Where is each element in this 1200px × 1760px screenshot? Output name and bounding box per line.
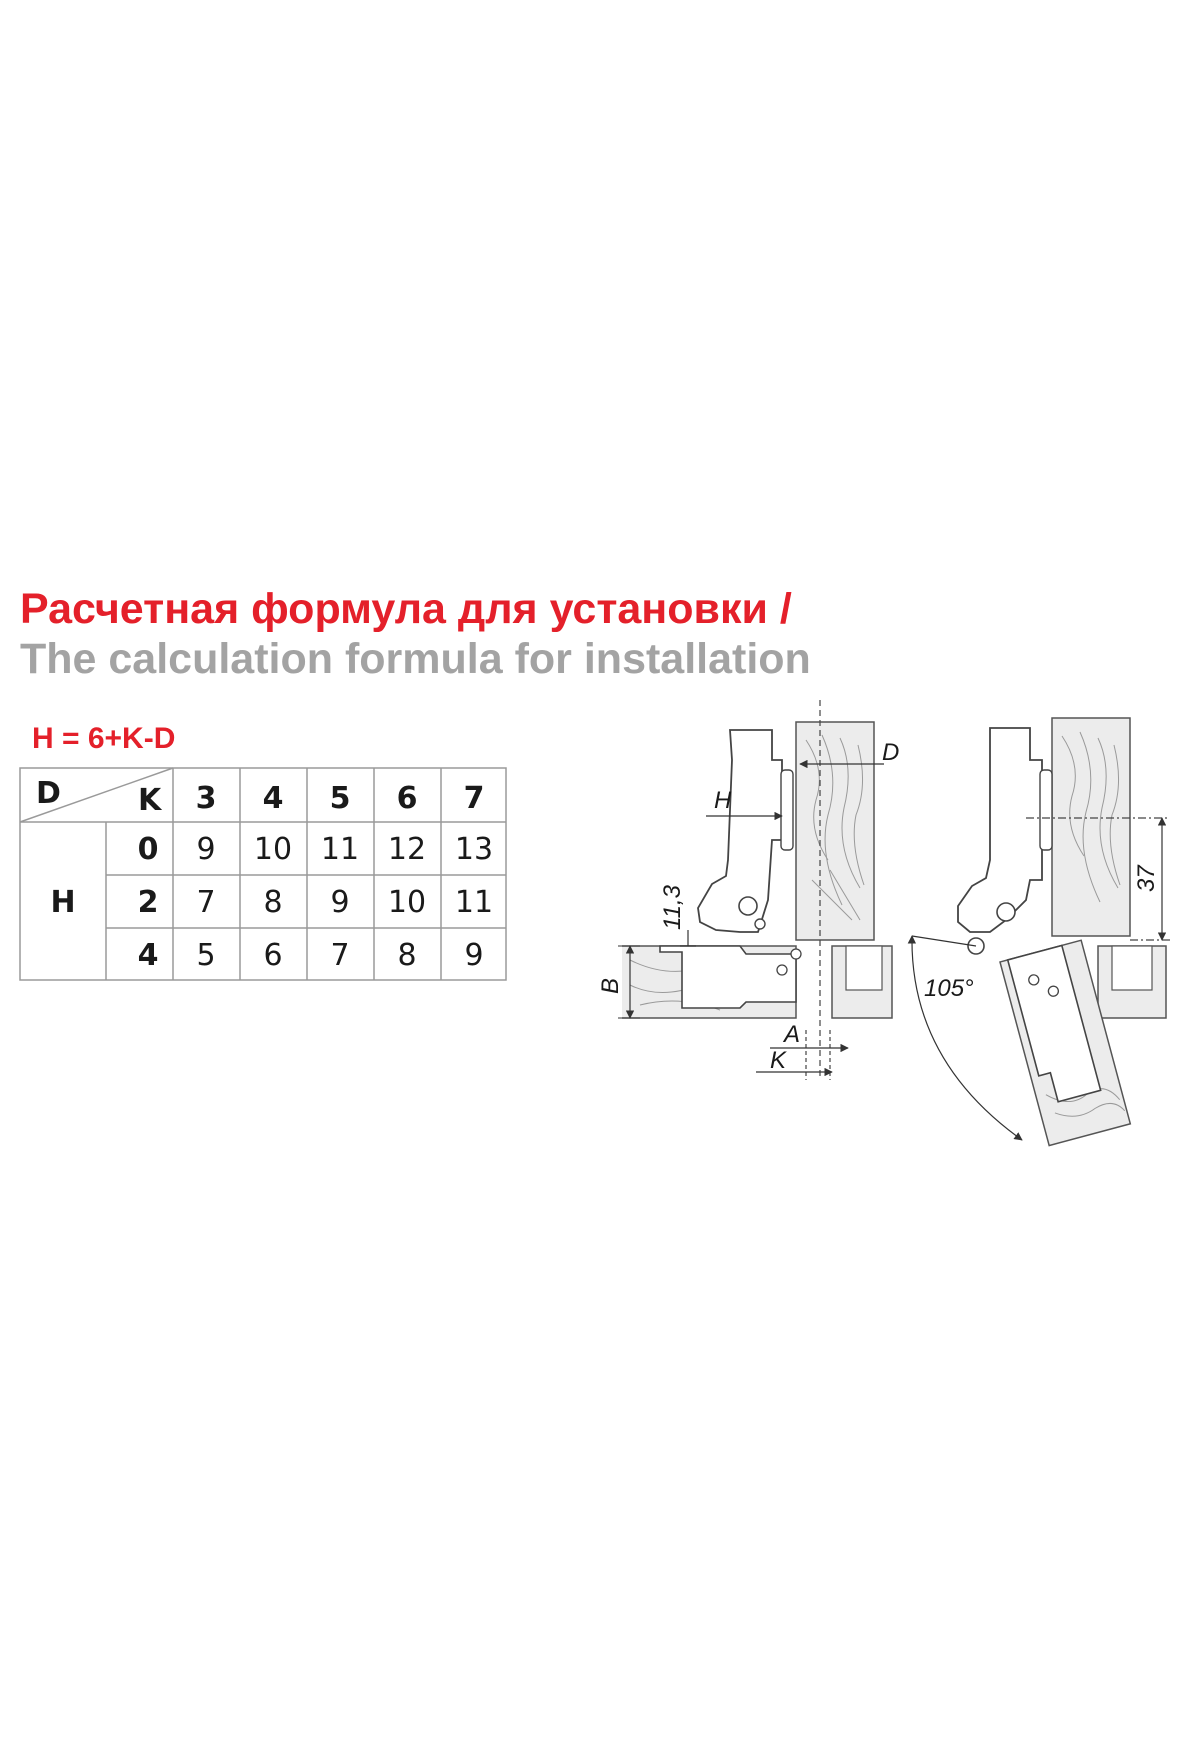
open-hinge-view (912, 718, 1170, 1146)
k-header: 6 (396, 781, 418, 816)
label-d: D (882, 739, 900, 766)
k-header: 5 (329, 781, 351, 816)
table-cell: 9 (330, 885, 350, 920)
closed-hinge-view (597, 700, 899, 1080)
table-corner-d: D (36, 776, 61, 811)
door-panel (1052, 718, 1130, 936)
table-cell: 9 (196, 832, 216, 867)
table-cell: 5 (196, 938, 216, 973)
title-russian: Расчетная формула для установки / (20, 585, 792, 633)
table-cell: 8 (397, 938, 417, 973)
k-header: 3 (195, 781, 217, 816)
table-cell: 7 (330, 938, 350, 973)
k-header: 7 (463, 781, 485, 816)
table-cell: 9 (464, 938, 484, 973)
formula: H = 6+K-D (32, 722, 176, 755)
d-value: 4 (137, 938, 159, 973)
table-corner-k: K (138, 783, 162, 818)
table-cell: 13 (454, 832, 494, 867)
table-cell: 7 (196, 885, 216, 920)
title-english: The calculation formula for installation (20, 635, 811, 683)
label-k: K (770, 1047, 787, 1074)
hinge-arm (958, 728, 1042, 932)
k-header: 4 (262, 781, 284, 816)
table-cell: 8 (263, 885, 283, 920)
label-a: A (784, 1021, 801, 1048)
label-angle: 105° (924, 975, 974, 1002)
door-panel (796, 722, 874, 940)
label-depth: 37 (1133, 865, 1160, 892)
d-value: 2 (137, 885, 159, 920)
table-cell: 10 (387, 885, 427, 920)
table-cell: 10 (253, 832, 293, 867)
label-b: B (597, 977, 624, 994)
row-header-h: H (50, 885, 76, 920)
table-cell: 11 (454, 885, 494, 920)
label-height: 11,3 (659, 885, 686, 930)
table-cell: 11 (320, 832, 360, 867)
table-cell: 12 (387, 832, 427, 867)
label-h: H (714, 787, 732, 814)
d-value: 0 (137, 832, 159, 867)
table-cell: 6 (263, 938, 283, 973)
